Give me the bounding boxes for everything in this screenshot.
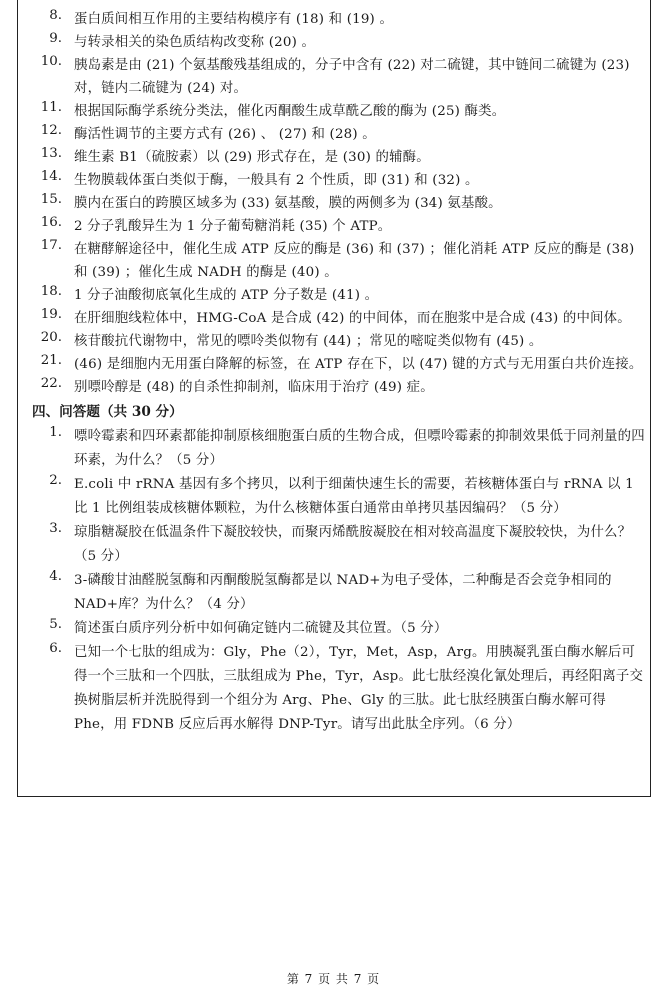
essay-question-2: 2. E.coli 中 rRNA 基因有多个拷贝，以利于细菌快速生长的需要，若核糖体蛋白与 rRNA 以 1 比 1 比例组装成核糖体颗粒，为什么核糖体蛋白通常由单拷贝基因编码？（5 分） [49, 473, 634, 516]
question-18: 18. 1 分子油酸彻底氧化生成的 ATP 分子数是 (41) 。 [40, 284, 379, 303]
question-16: 16. 2 分子乳酸异生为 1 分子葡萄糖消耗 (35) 个 ATP。 [40, 215, 392, 234]
question-21: 21. (46) 是细胞内无用蛋白降解的标签，在 ATP 存在下，以 (47) 键的方式与无用蛋白共价连接。 [40, 353, 643, 372]
question-11: 11. 根据国际酶学系统分类法，催化丙酮酸生成草酰乙酸的酶为 (25) 酶类。 [40, 100, 506, 119]
essay-question-5: 5. 简述蛋白质序列分析中如何确定链内二硫键及其位置。（5 分） [49, 617, 448, 636]
page-footer: 第 7 页 共 7 页 [286, 972, 381, 986]
fill-in-blank-list [22, 8, 648, 399]
question-10: 10. 胰岛素是由 (21) 个氨基酸残基组成的，分子中含有 (22) 对二硫键，其中链间二硫键为 (23) 对，链内二硫键为 (24) 对。 [40, 54, 630, 96]
question-13: 13. 维生素 B1（硫胺素）以 (29) 形式存在，是 (30) 的辅酶。 [40, 146, 430, 165]
exam-content [22, 8, 648, 737]
question-15: 15. 膜内在蛋白的跨膜区域多为 (33) 氨基酸，膜的两侧多为 (34) 氨基酸。 [40, 192, 502, 211]
question-20: 20. 核苷酸抗代谢物中，常见的嘌呤类似物有 (44) ；常见的嘧啶类似物有 (45) 。 [40, 330, 543, 349]
essay-question-4: 4. 3-磷酸甘油醛脱氢酶和丙酮酸脱氢酶都是以 NAD+为电子受体，二种酶是否会竞争相同的 NAD+库？为什么？（4 分） [49, 569, 612, 612]
question-17: 17. 在糖酵解途径中，催化生成 ATP 反应的酶是 (36) 和 (37) ；催化消耗 ATP 反应的酶是 (38) 和 (39) ；催化生成 NADH 的酶是 (40) 。 [40, 238, 635, 280]
question-12: 12. 酶活性调节的主要方式有 (26) 、 (27) 和 (28) 。 [40, 123, 376, 142]
essay-question-1: 1. 嘌呤霉素和四环素都能抑制原核细胞蛋白质的生物合成，但嘌呤霉素的抑制效果低于同剂量的四环素，为什么？（5 分） [49, 425, 645, 468]
essay-question-3: 3. 琼脂糖凝胶在低温条件下凝胶较快，而聚丙烯酰胺凝胶在相对较高温度下凝胶较快，为什么？（5 分） [49, 521, 632, 564]
essay-question-6: 6. 已知一个七肽的组成为：Gly，Phe（2），Tyr，Met，Asp，Arg。用胰凝乳蛋白酶水解后可得一个三肽和一个四肽，三肽组成为 Phe，Tyr，Asp。此七肽经溴化氰处理后，再经阳离子交换树脂层析并洗脱得到一个组分为 Arg、Phe、Gly 的三肽。此七肽经胰蛋白酶水解可得 Phe，用 FDNB 反应后再水解得 DNP-Tyr。请写出此肽全序列。（6 分） [49, 641, 644, 732]
question-14: 14. 生物膜载体蛋白类似于酶，一般具有 2 个性质，即 (31) 和 (32) 。 [40, 169, 479, 188]
question-9: 9. 与转录相关的染色质结构改变称 (20) 。 [49, 31, 316, 50]
section-title-essay: 四、问答题（共 30 分） [32, 404, 183, 420]
question-22: 22. 别嘌呤醇是 (48) 的自杀性抑制剂，临床用于治疗 (49) 症。 [40, 376, 434, 395]
question-19: 19. 在肝细胞线粒体中，HMG-CoA 是合成 (42) 的中间体，而在胞浆中是合成 (43) 的中间体。 [40, 307, 631, 326]
essay-question-list [22, 425, 648, 737]
question-8: 8. 蛋白质间相互作用的主要结构模序有 (18) 和 (19) 。 [49, 8, 394, 27]
